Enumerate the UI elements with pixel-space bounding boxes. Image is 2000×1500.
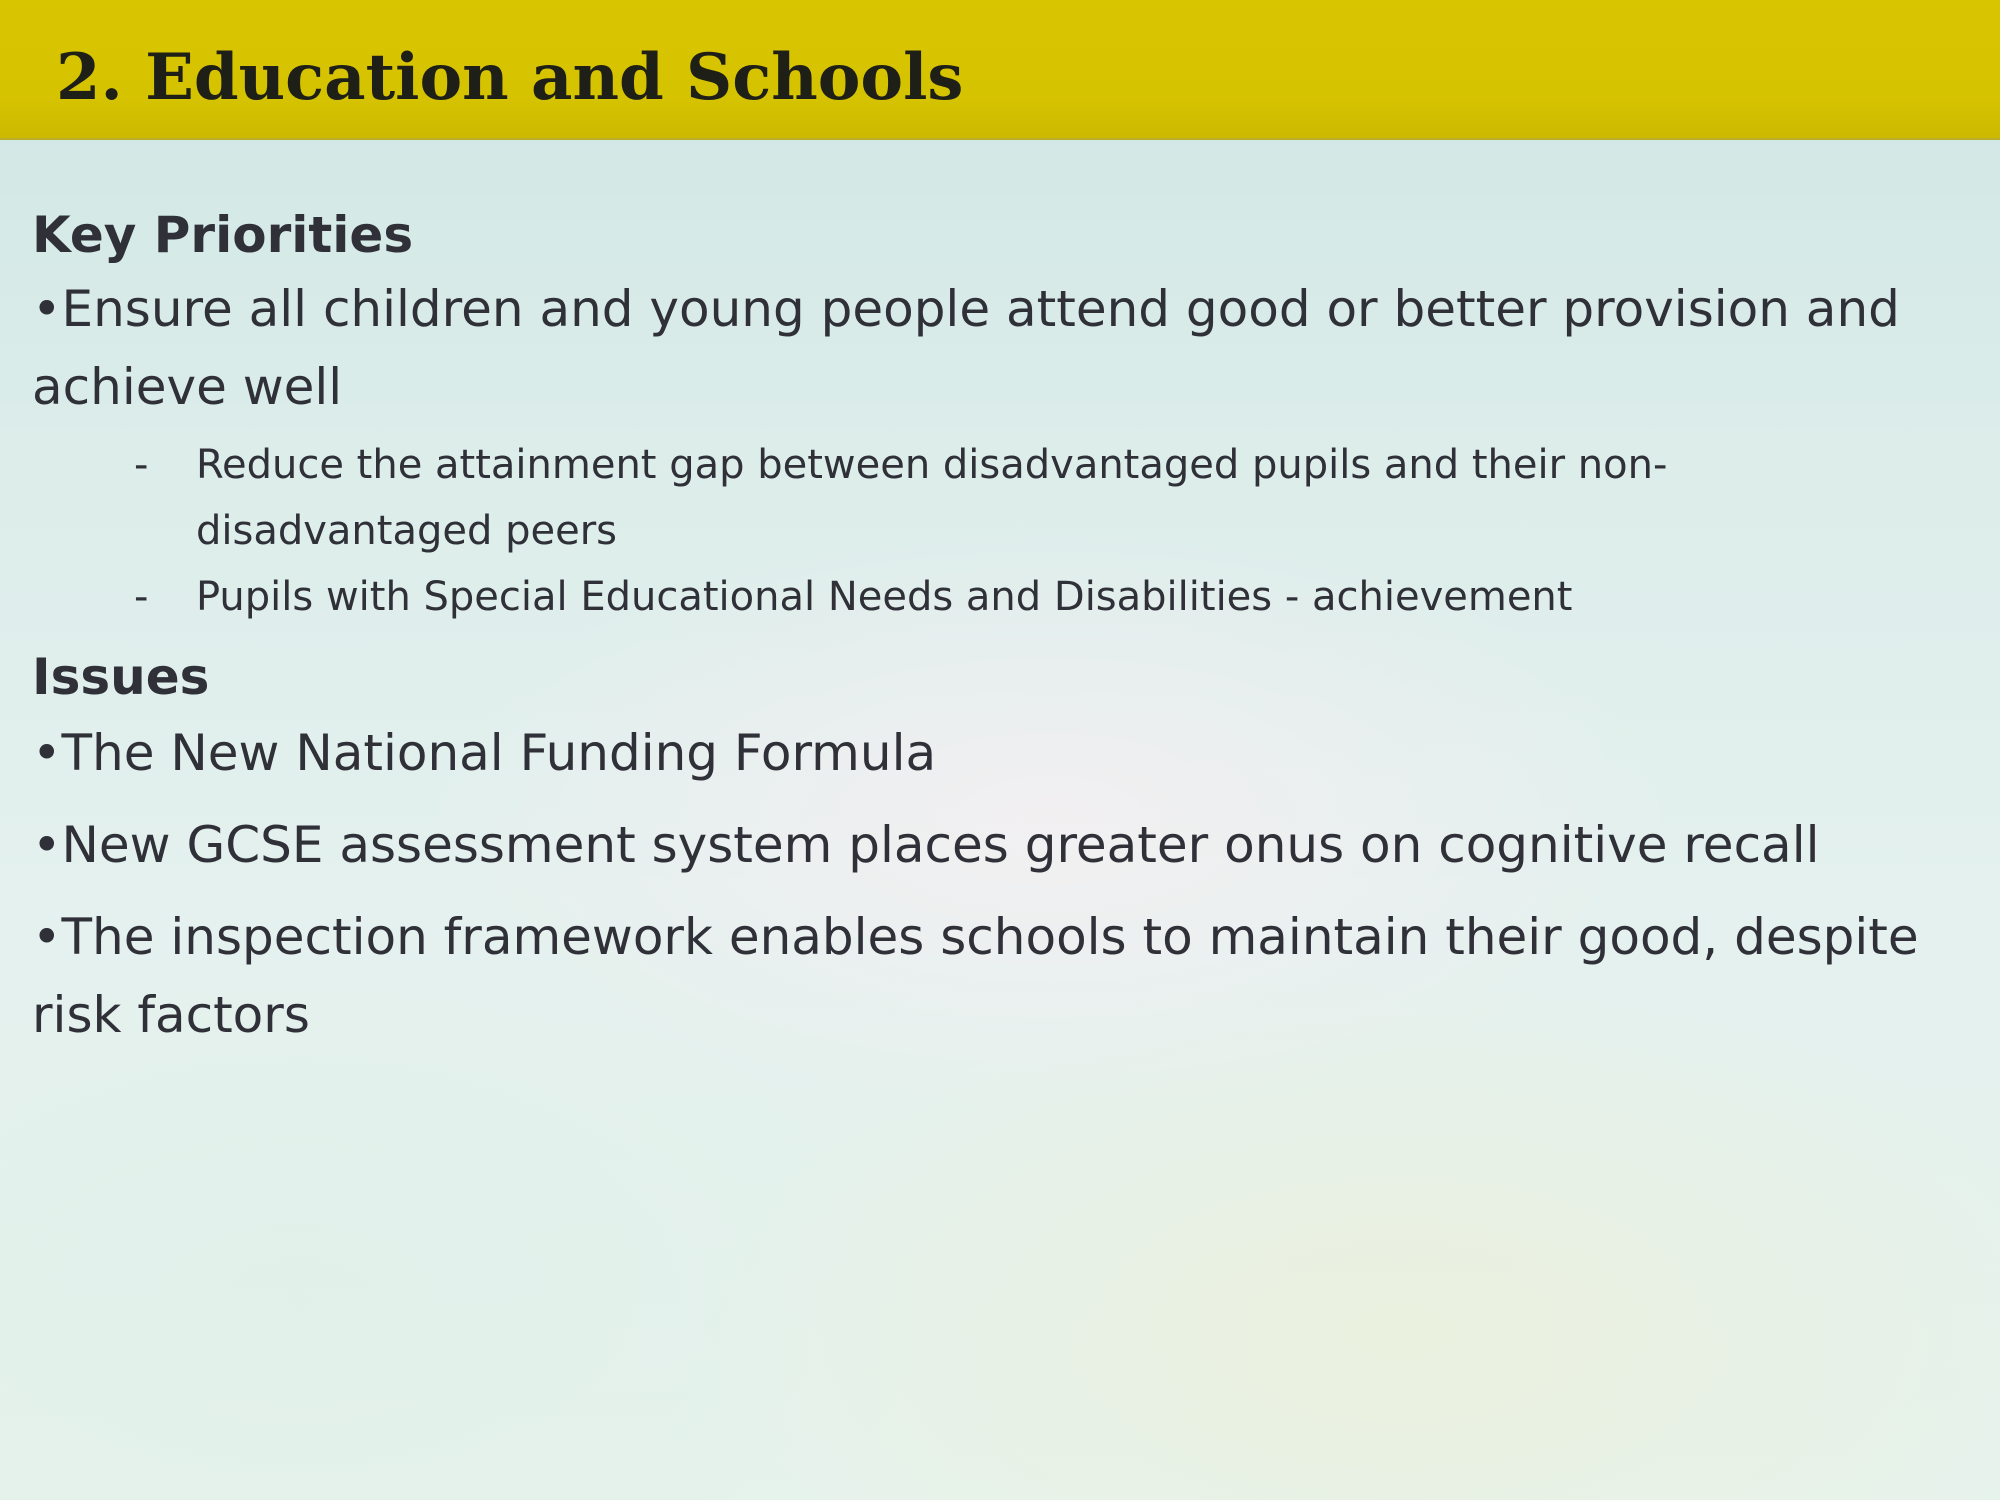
issue-bullet: •New GCSE assessment system places greater onus on cognitive recall bbox=[32, 816, 1820, 874]
sub-item-text: Pupils with Special Educational Needs and Disabilities - achievement bbox=[196, 574, 1573, 620]
issues-heading: Issues bbox=[32, 648, 210, 706]
priority-sub-list bbox=[32, 432, 1952, 630]
key-priorities-heading: Key Priorities bbox=[32, 206, 414, 264]
slide-title-bar bbox=[0, 0, 2000, 140]
issue-bullet: •The New National Funding Formula bbox=[32, 724, 937, 782]
issue-bullet: •The inspection framework enables schools to maintain their good, despite risk factors bbox=[32, 908, 1919, 1044]
priority-sub-item bbox=[32, 432, 1952, 564]
slide-title: 2. Education and Schools bbox=[56, 40, 964, 115]
sub-item-text: Reduce the attainment gap between disadvantaged pupils and their non-disadvantaged peers bbox=[196, 442, 1668, 554]
dash-marker: - bbox=[134, 442, 149, 488]
priority-sub-item bbox=[32, 564, 1952, 630]
slide-body bbox=[32, 200, 1952, 1054]
priority-bullet: •Ensure all children and young people attend good or better provision and achieve well bbox=[32, 280, 1900, 416]
dash-marker: - bbox=[134, 574, 149, 620]
